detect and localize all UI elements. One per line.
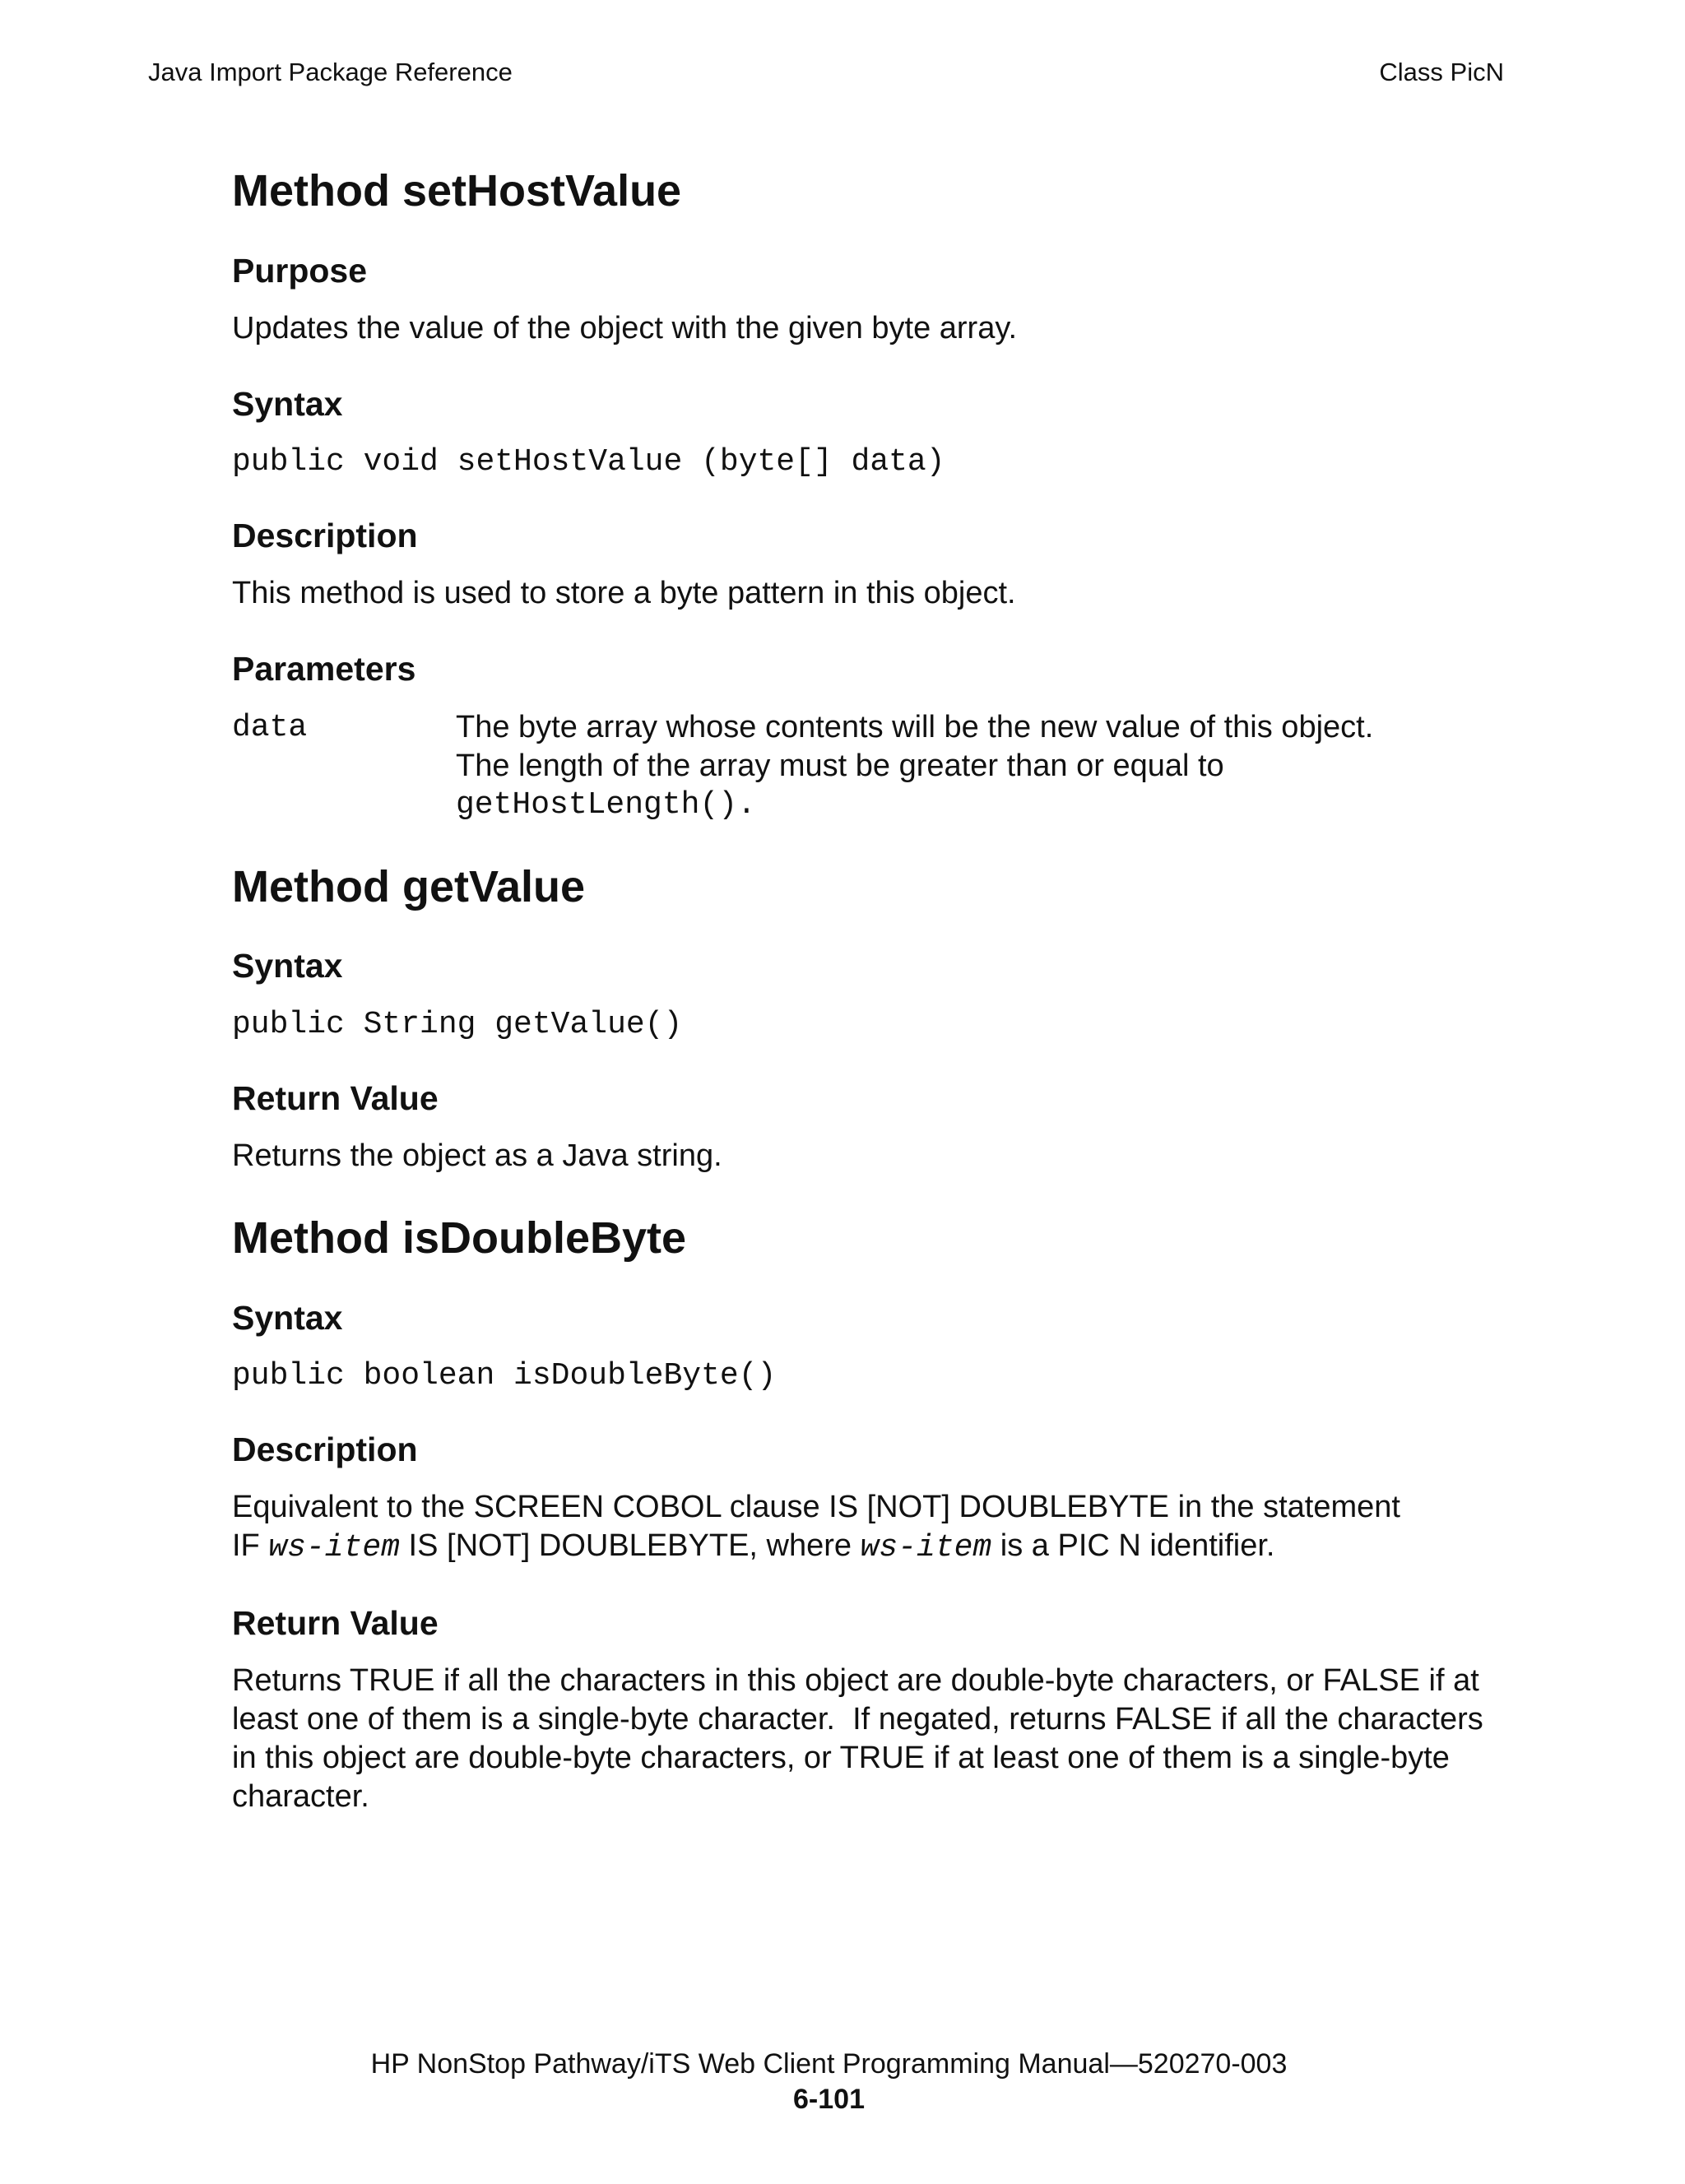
syntax-heading: Syntax (232, 947, 343, 985)
description-text-part: IS [NOT] DOUBLEBYTE, where (408, 1528, 852, 1563)
syntax-heading: Syntax (232, 384, 343, 423)
parameter-name: data (232, 709, 308, 745)
method-sethostvalue-section (232, 165, 1516, 824)
return-value-text: Returns the object as a Java string. (232, 1138, 722, 1173)
method-isdoublebyte-section (232, 1212, 1516, 1816)
ws-item-code: ws-item (860, 1529, 992, 1565)
description-text (232, 1488, 1516, 1567)
running-header-left: Java Import Package Reference (148, 58, 513, 86)
parameter-description-line: The length of the array must be greater than or equal to (456, 748, 1224, 783)
syntax-heading: Syntax (232, 1298, 343, 1337)
parameters-heading: Parameters (232, 650, 416, 689)
return-value-text: Returns TRUE if all the characters in this object are double-byte characters, or FALSE if at least one of them is a single-byte character. If negated, returns FALSE if all the characters in this object are double-byte characters, or TRUE if at least one of them is a single-byte character. (232, 1663, 1492, 1815)
description-heading: Description (232, 517, 418, 555)
method-title: Method isDoubleByte (232, 1213, 687, 1263)
return-value-heading: Return Value (232, 1078, 439, 1117)
purpose-heading: Purpose (232, 251, 368, 290)
syntax-code: public String getValue() (232, 1006, 683, 1042)
parameter-description (456, 708, 1516, 824)
method-title: Method setHostValue (232, 166, 682, 216)
description-text-part: Equivalent to the SCREEN COBOL clause IS [NOT] DOUBLEBYTE in the statement (232, 1489, 1400, 1524)
parameter-description-line: The byte array whose contents will be the new value of this object. (456, 709, 1374, 744)
return-value-heading: Return Value (232, 1603, 439, 1642)
purpose-text: Updates the value of the object with the given byte array. (232, 310, 1018, 345)
description-heading: Description (232, 1430, 418, 1468)
description-text: This method is used to store a byte pattern in this object. (232, 576, 1016, 611)
page-number: 6-101 (793, 2084, 865, 2115)
parameter-description-code: getHostLength(). (456, 786, 756, 823)
syntax-code: public void setHostValue (byte[] data) (232, 444, 945, 480)
footer-manual-title: HP NonStop Pathway/iTS Web Client Programming Manual—520270-003 (370, 2048, 1288, 2080)
method-title: Method getValue (232, 861, 586, 911)
running-header-right: Class PicN (1379, 58, 1504, 86)
parameter-row (232, 708, 1516, 824)
method-getvalue-section (232, 860, 1516, 1175)
page-content (232, 165, 1516, 1852)
description-text-part: IF (232, 1528, 260, 1563)
ws-item-code: ws-item (268, 1529, 400, 1565)
description-text-part: is a PIC N identifier. (1000, 1528, 1275, 1563)
syntax-code: public boolean isDoubleByte() (232, 1357, 777, 1393)
